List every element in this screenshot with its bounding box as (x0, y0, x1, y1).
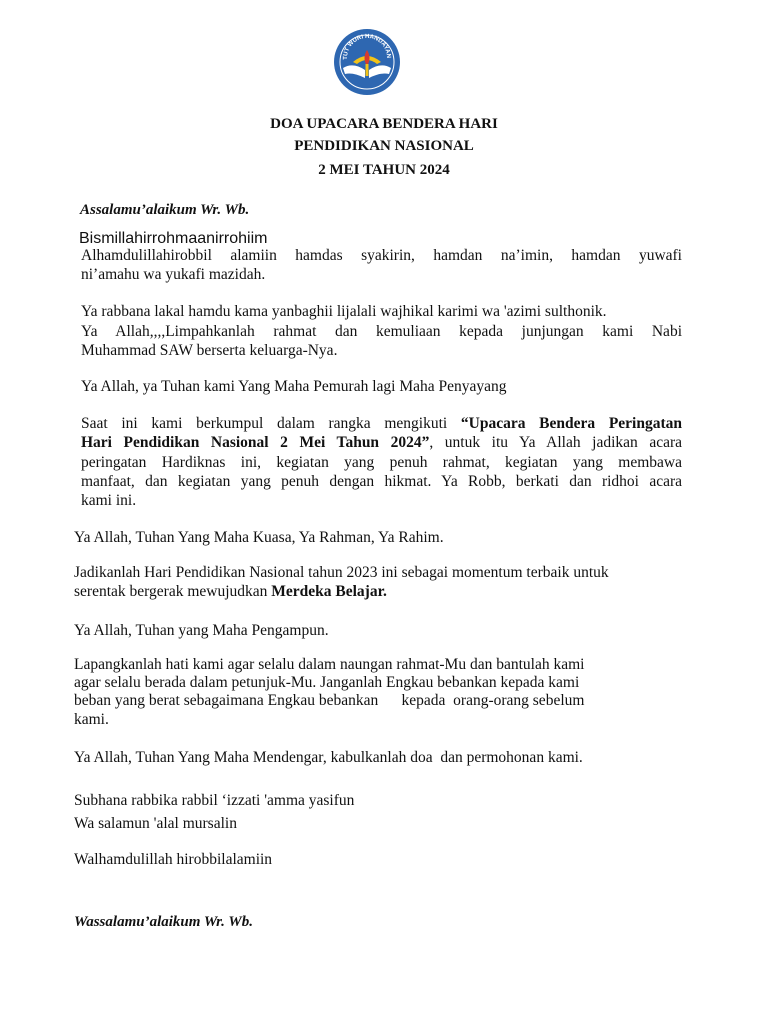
tut-wuri-handayani-logo (333, 28, 401, 96)
paragraph-4-line-2 (81, 433, 682, 452)
paragraph-2-line-3: Muhammad SAW berserta keluarga-Nya. (81, 342, 338, 359)
greeting: Assalamu’alaikum Wr. Wb. (80, 202, 250, 218)
paragraph-6-line-2-text: serentak bergerak mewujudkan (74, 583, 272, 600)
paragraph-4-line-4: manfaat, dan kegiatan yang penuh dengan hikmat. Ya Robb, berkati dan ridhoi acara (81, 473, 682, 490)
paragraph-4-event-name-part-2: Hari Pendidikan Nasional 2 Mei Tahun 2024” (81, 434, 430, 451)
paragraph-5: Ya Allah, Tuhan Yang Maha Kuasa, Ya Rahman, Ya Rahim. (74, 529, 444, 546)
basmallah: Bismillahirrohmaanirrohiim (79, 230, 268, 247)
paragraph-2-line-1: Ya rabbana lakal hamdu kama yanbaghii lijalali wajhikal karimi wa 'azimi sulthonik. (81, 303, 607, 320)
paragraph-4-line-1 (81, 414, 682, 433)
paragraph-8-line-1: Lapangkanlah hati kami agar selalu dalam naungan rahmat-Mu dan bantulah kami (74, 656, 585, 673)
title-line-2: PENDIDIKAN NASIONAL (294, 138, 474, 154)
merdeka-belajar: Merdeka Belajar. (271, 583, 387, 600)
closing-prayer-3: Walhamdulillah hirobbilalamiin (74, 851, 273, 868)
paragraph-6-line-2 (74, 582, 387, 601)
paragraph-4-event-name-part-1: “Upacara Bendera Peringatan (460, 415, 683, 432)
paragraph-4-line-2-text: , untuk itu Ya Allah jadikan acara (429, 434, 683, 451)
closing-prayer-1: Subhana rabbika rabbil ‘izzati 'amma yasifun (74, 792, 355, 809)
paragraph-4-line-1-text: Saat ini kami berkumpul dalam rangka mengikuti (81, 415, 461, 432)
paragraph-8-line-3: beban yang berat sebagaimana Engkau bebankan kepada orang-orang sebelum (74, 692, 585, 709)
title-line-1: DOA UPACARA BENDERA HARI (270, 116, 498, 132)
logo-pen (366, 64, 369, 76)
paragraph-7: Ya Allah, Tuhan yang Maha Pengampun. (74, 622, 329, 639)
paragraph-4-line-5: kami ini. (81, 492, 137, 509)
paragraph-2-line-2: Ya Allah,,,,Limpahkanlah rahmat dan kemuliaan kepada junjungan kami Nabi (81, 323, 682, 340)
paragraph-1-line-2: ni’amahu wa yukafi mazidah. (81, 266, 266, 283)
closing-prayer-2: Wa salamun 'alal mursalin (74, 815, 237, 832)
paragraph-6-line-1: Jadikanlah Hari Pendidikan Nasional tahun 2023 ini sebagai momentum terbaik untuk (74, 564, 609, 581)
paragraph-4-line-3: peringatan Hardiknas ini, kegiatan yang penuh rahmat, kegiatan yang membawa (81, 454, 682, 471)
logo-motto: TUT WURI HANDAYAN (342, 33, 392, 60)
paragraph-8-line-4: kami. (74, 711, 109, 728)
paragraph-1-line-1: Alhamdulillahirobbil alamiin hamdas syakirin, hamdan na’imin, hamdan yuwafi (81, 247, 682, 264)
title-line-3: 2 MEI TAHUN 2024 (318, 162, 450, 178)
paragraph-9: Ya Allah, Tuhan Yang Maha Mendengar, kabulkanlah doa dan permohonan kami. (74, 749, 583, 766)
paragraph-8-line-2: agar selalu berada dalam petunjuk-Mu. Janganlah Engkau bebankan kepada kami (74, 674, 580, 691)
closing-greeting: Wassalamu’alaikum Wr. Wb. (74, 914, 253, 930)
paragraph-3: Ya Allah, ya Tuhan kami Yang Maha Pemurah lagi Maha Penyayang (81, 378, 507, 395)
